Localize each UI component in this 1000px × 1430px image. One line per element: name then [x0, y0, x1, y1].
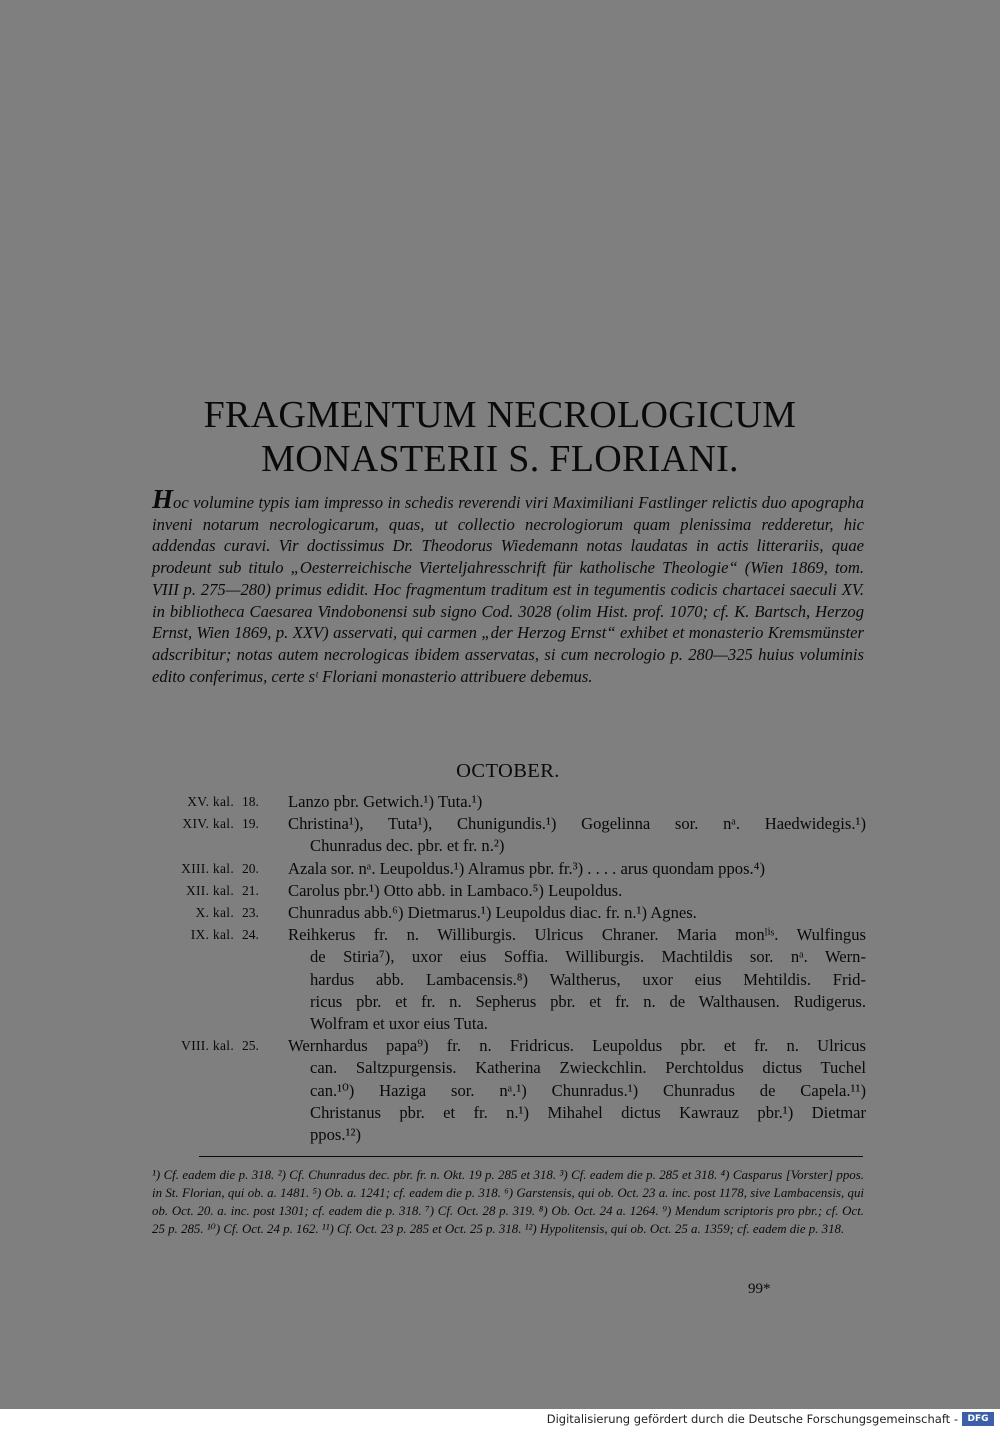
- entry-kalends: IX. kal.: [190, 927, 234, 943]
- entry-text: [288, 1035, 866, 1146]
- entry-date: 25.: [242, 1038, 259, 1054]
- entry-line: Chunradus abb.⁶) Dietmarus.¹) Leupoldus diac. fr. n.¹) Agnes.: [288, 903, 697, 923]
- entry-date: 23.: [242, 905, 259, 921]
- entry-kalends: XIV. kal.: [182, 816, 234, 832]
- entry-kalends: XII. kal.: [185, 882, 234, 898]
- entry-line: Carolus pbr.¹) Otto abb. in Lambaco.⁵) Leupoldus.: [288, 880, 623, 900]
- drop-initial: H: [152, 484, 174, 514]
- footer-credit: Digitalisierung gefördert durch die Deutsche Forschungsgemeinschaft -: [546, 1412, 958, 1426]
- entry-kalends: VIII. kal.: [181, 1038, 234, 1054]
- entry-row: [150, 1035, 866, 1146]
- entry-date: 21.: [242, 882, 259, 898]
- entry-text: [288, 924, 866, 1035]
- entry-date: 20.: [242, 860, 259, 876]
- entry-text: [288, 880, 866, 902]
- entry-line: ricus pbr. et fr. n. Sepherus pbr. et fr. n. de Walthausen. Rudigerus.: [310, 991, 866, 1011]
- footer-bar: [0, 1409, 1000, 1430]
- entry-line: Reihkerus fr. n. Williburgis. Ulricus Chraner. Maria monˡⁱˢ. Wulfingus: [288, 925, 866, 945]
- footnotes: ¹) Cf. eadem die p. 318. ²) Cf. Chunradus dec. pbr. fr. n. Okt. 19 p. 285 et 318. ³) Cf. eadem die p. 285 et 318. ⁴) Casparus [Vorster] ppos. in St. Florian, qui ob. a. 1481. ⁵) Ob. a. 1241; cf. eadem die p. 318. ⁶) Garstensis, qui ob. Oct. 23 a. inc. post 1178, sive Lambacensis, qui ob. Oct. 20. a. inc. post 1301; cf. eadem die p. 318. ⁷) Cf. Oct. 28 p. 319. ⁸) Ob. Oct. 24 a. 1264. ⁹) Mendum scriptoris pro pbr.; cf. Oct. 25 p. 285. ¹⁰) Cf. Oct. 24 p. 162. ¹¹) Cf. Oct. 23 p. 285 et Oct. 25 p. 318. ¹²) Hypolitensis, qui ob. Oct. 25 a. 1359; cf. eadem die p. 318.: [152, 1168, 864, 1236]
- entry-text: [288, 813, 866, 857]
- entry-row: [150, 791, 866, 813]
- entry-line: Wernhardus papa⁹) fr. n. Fridricus. Leupoldus pbr. et fr. n. Ulricus: [288, 1036, 866, 1056]
- entry-row: [150, 858, 866, 880]
- entry-line: Chunradus dec. pbr. et fr. n.²): [310, 836, 505, 856]
- entry-line: Wolfram et uxor eius Tuta.: [310, 1014, 488, 1034]
- entry-line: can.¹⁰) Haziga sor. nᵃ.¹) Chunradus.¹) Chunradus de Capela.¹¹): [310, 1080, 866, 1100]
- entry-line: Azala sor. nᵃ. Leupoldus.¹) Alramus pbr. fr.³) . . . . arus quondam ppos.⁴): [288, 858, 765, 878]
- footnote-rule: [199, 1156, 863, 1157]
- entry-line: hardus abb. Lambacensis.⁸) Waltherus, uxor eius Mehtildis. Frid-: [310, 969, 866, 989]
- entry-text: [288, 858, 866, 880]
- entry-date: 18.: [242, 794, 259, 809]
- entry-text: [288, 902, 866, 924]
- entry-line: can. Saltzpurgensis. Katherina Zwieckchlin. Perchtoldus dictus Tuchel: [310, 1058, 866, 1078]
- entry-row: [150, 902, 866, 924]
- entry-kalends: XIII. kal.: [181, 860, 234, 876]
- entry-row: [150, 813, 866, 857]
- intro-paragraph: [152, 484, 864, 687]
- title-line-1: FRAGMENTUM NECROLOGICUM: [203, 394, 797, 436]
- entry-kalends: XV. kal.: [187, 794, 234, 809]
- entry-line: Lanzo pbr. Getwich.¹) Tuta.¹): [288, 792, 483, 811]
- entry-date: 24.: [242, 927, 259, 943]
- entry-kalends: X. kal.: [195, 905, 234, 921]
- title-line-2: MONASTERII S. FLORIANI.: [261, 438, 739, 480]
- entry-date: 19.: [242, 816, 259, 832]
- intro-text: oc volumine typis iam impresso in schedis reverendi viri Maximiliani Fastlinger relictis duo apographa inveni notarum necrologicarum, quas, ut collectio necrologiorum quam plenissima redderetur, hic addendas curavi. Vir doctissimus Dr. Theodorus Wiedemann notas laudatas in actis litterariis, quae prodeunt sub titulo „Oesterreichische Vierteljahresschrift für katholische Theologie“ (Wien 1869, tom. VIII p. 275—280) primus edidit. Hoc fragmentum traditum est in tegumentis codicis chartacei saeculi XV. in bibliotheca Caesarea Vindobonensi sub signo Cod. 3028 (olim Hist. prof. 1070; cf. K. Bartsch, Herzog Ernst, Wien 1869, p. XXV) asservati, qui carmen „der Herzog Ernst“ exhibet et monasterio Kremsmünster adscribitur; notas autem necrologicas ibidem asservatas, si cum necrologio p. 280—325 huius voluminis edito conferimus, certe sᵗ Floriani monasterio attribuere debemus.: [152, 493, 864, 686]
- entry-line: Christanus pbr. et fr. n.¹) Mihahel dictus Kawrauz pbr.¹) Dietmar: [310, 1102, 866, 1122]
- entry-line: ppos.¹²): [310, 1125, 361, 1145]
- month-heading: OCTOBER.: [456, 760, 560, 782]
- entry-row: [150, 924, 866, 1035]
- necrology-entries: [150, 791, 866, 1146]
- entry-line: de Stiria⁷), uxor eius Soffia. Williburgis. Machtildis sor. nᵃ. Wern-: [310, 947, 866, 967]
- entry-text: [288, 791, 866, 813]
- dfg-logo: DFG: [962, 1412, 994, 1426]
- page-number: 99*: [748, 1281, 771, 1297]
- entry-row: [150, 880, 866, 902]
- entry-line: Christina¹), Tuta¹), Chunigundis.¹) Gogelinna sor. nᵃ. Haedwidegis.¹): [288, 814, 866, 834]
